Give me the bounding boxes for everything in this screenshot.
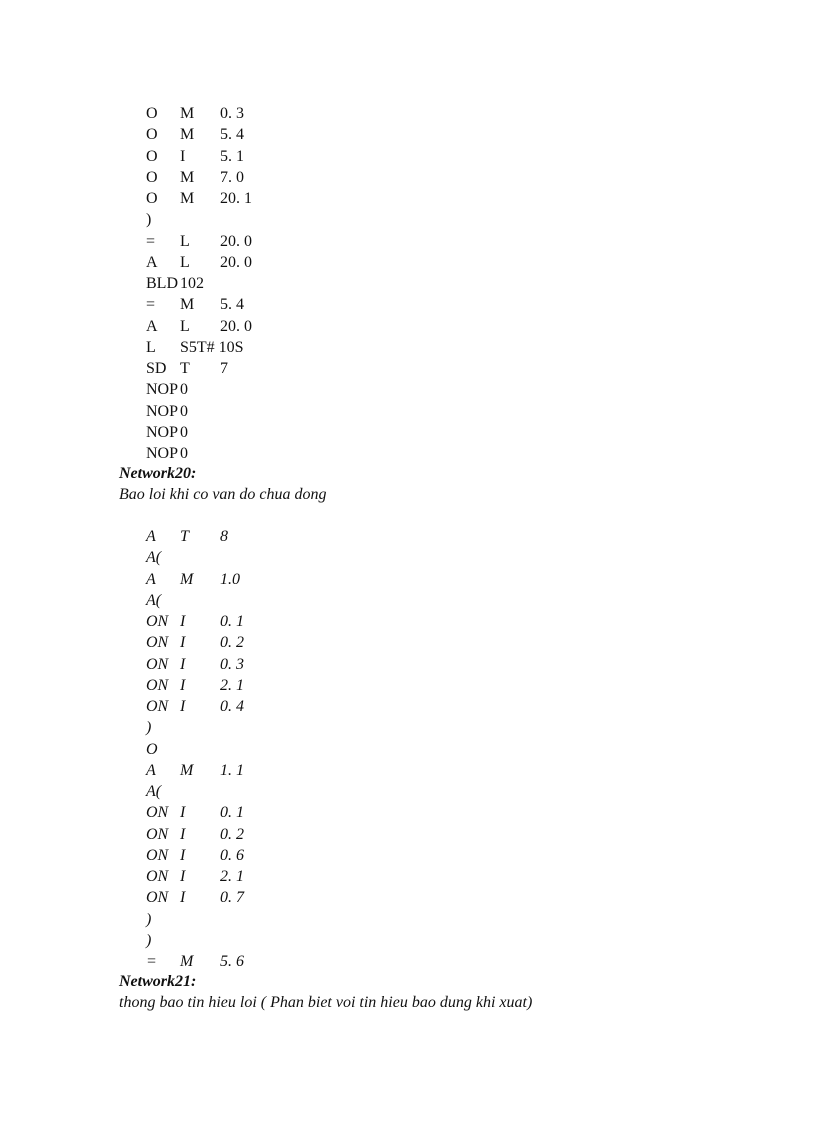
instruction: ON [146, 868, 169, 885]
address: 5. 1 [220, 147, 244, 165]
address: 1.0 [220, 570, 240, 588]
operand: T [180, 360, 190, 377]
operand: M [180, 761, 194, 779]
address: 0. 3 [220, 105, 244, 122]
network21-comment: thong bao tin hieu loi ( Phan biet voi tin hieu bao dung khi xuat) [119, 994, 533, 1011]
instruction: A [146, 253, 158, 271]
instruction: O [146, 105, 158, 122]
instruction: ON [146, 613, 169, 630]
address: 7. 0 [220, 168, 244, 186]
address: 20. 0 [220, 232, 252, 250]
address: 2. 1 [220, 676, 244, 694]
address: 0. 4 [220, 698, 244, 715]
instruction: ) [146, 910, 152, 928]
address: 20. 0 [220, 253, 252, 271]
instruction: ON [146, 889, 169, 907]
instruction: A [146, 317, 158, 335]
address: 5. 6 [220, 953, 244, 970]
address: 0. 2 [220, 825, 244, 843]
instruction: A( [146, 549, 162, 567]
address: 0. 7 [220, 889, 244, 907]
operand: L [180, 253, 190, 271]
instruction: ON [146, 634, 169, 652]
operand: I [180, 804, 186, 822]
instruction: A [146, 570, 156, 588]
instruction: A [146, 528, 156, 545]
instruction: ) [146, 719, 152, 737]
operand: 102 [180, 275, 204, 292]
instruction: SD [146, 360, 167, 377]
address: 0. 3 [220, 655, 244, 673]
instruction: ON [146, 676, 169, 694]
instruction: = [146, 232, 156, 250]
operand: I [180, 655, 186, 673]
operand: I [180, 825, 186, 843]
operand: M [180, 296, 195, 314]
operand: M [180, 168, 195, 186]
address: 0. 1 [220, 804, 244, 822]
instruction: O [146, 126, 158, 144]
instruction: ON [146, 655, 169, 673]
operand: T [180, 528, 189, 545]
operand: I [180, 147, 186, 165]
address: 8 [220, 528, 228, 545]
instruction: = [146, 296, 156, 314]
network21-title: Network21: [119, 973, 197, 990]
operand: M [180, 953, 194, 970]
operand: M [180, 105, 195, 122]
operand: 0 [180, 423, 188, 441]
operand: S5T# 10S [180, 338, 244, 356]
operand: I [180, 846, 186, 864]
operand: I [180, 698, 186, 715]
address: 0. 1 [220, 613, 244, 630]
address: 0. 6 [220, 846, 244, 864]
operand: M [180, 190, 195, 207]
operand: M [180, 570, 194, 588]
instruction: ON [146, 846, 169, 864]
address: 20. 1 [220, 190, 252, 207]
instruction: BLD [146, 275, 178, 292]
instruction: NOP [146, 423, 179, 441]
address: 7 [220, 360, 228, 377]
instruction: O [146, 168, 158, 186]
network20-title: Network20: [119, 465, 197, 482]
instruction: O [146, 740, 158, 758]
operand: I [180, 889, 186, 907]
address: 0. 2 [220, 634, 244, 652]
instruction: NOP [146, 402, 179, 420]
instruction: L [146, 338, 156, 356]
address: 1. 1 [220, 761, 244, 779]
operand: I [180, 634, 186, 652]
address: 5. 4 [220, 126, 244, 144]
operand: L [180, 232, 190, 250]
network20-comment: Bao loi khi co van do chua dong [119, 486, 327, 503]
instruction: ) [146, 931, 152, 949]
instruction: ON [146, 698, 169, 715]
operand: 0 [180, 402, 188, 420]
operand: M [180, 126, 195, 144]
operand: I [180, 676, 186, 694]
operand: 0 [180, 445, 188, 462]
instruction: = [146, 953, 157, 970]
address: 2. 1 [220, 868, 244, 885]
instruction: NOP [146, 445, 179, 462]
instruction: A( [146, 783, 162, 800]
instruction: ) [146, 211, 152, 229]
operand: I [180, 613, 186, 630]
address: 20. 0 [220, 317, 252, 335]
instruction: O [146, 147, 158, 165]
operand: L [180, 317, 190, 335]
instruction: A( [146, 591, 162, 609]
instruction: A [146, 761, 156, 779]
instruction: ON [146, 825, 169, 843]
operand: I [180, 868, 186, 885]
instruction: NOP [146, 381, 179, 399]
instruction: ON [146, 804, 169, 822]
instruction: O [146, 190, 158, 207]
address: 5. 4 [220, 296, 244, 314]
operand: 0 [180, 381, 188, 399]
